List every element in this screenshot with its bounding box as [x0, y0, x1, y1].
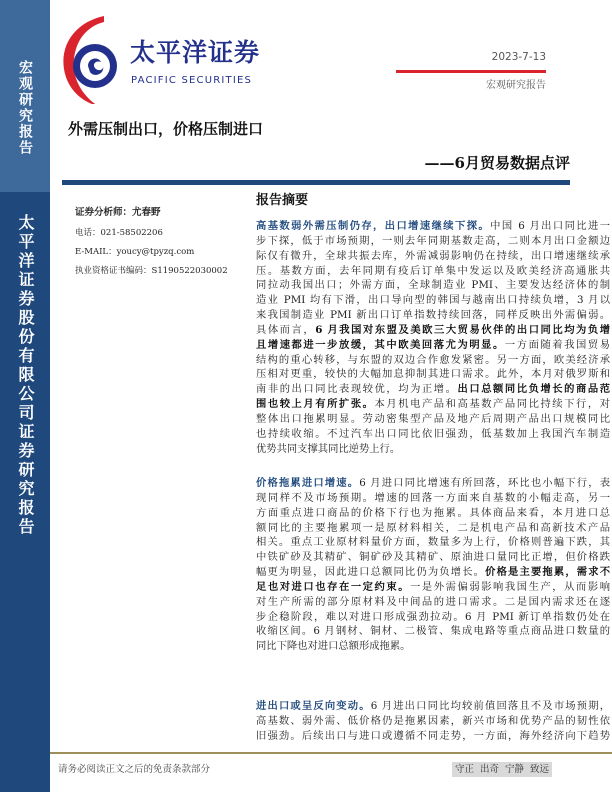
paragraph-heading: 进出口或呈反向变动。 [256, 700, 371, 712]
bold-text: 围也较上月有所扩张。 [256, 398, 375, 411]
text-line [256, 338, 610, 353]
text-line [256, 521, 610, 536]
text-line [256, 729, 610, 744]
abstract-paragraph [256, 219, 610, 457]
text-line [256, 278, 610, 293]
body-text: 高基数、弱外需、低价格仍是拖累因素，新兴市场和优势产品的韧性依 [256, 714, 610, 727]
body-text: 方面重点进口商品的价格下行也为拖累。具体商品来看，本月进口总 [256, 506, 610, 519]
body-text: 步企稳阶段，难以对进口形成强劲拉动。6 月 PMI 新订单指数仍处在 [256, 610, 610, 623]
text-line [256, 595, 610, 610]
header-divider [396, 70, 546, 73]
body-text: 一方面随着我国贸易 [504, 338, 611, 351]
text-line [256, 353, 610, 368]
text-line [256, 308, 610, 323]
text-line [256, 580, 610, 595]
body-text: 中铁矿砂及其精矿、铜矿砂及其精矿、原油进口量同比正增，但价格跌 [256, 551, 610, 564]
company-logo-icon [58, 14, 128, 104]
body-text: 南非的出口同比表现较优，均为正增。 [256, 383, 458, 396]
abstract-paragraph [256, 476, 610, 654]
body-text: 也持续收缩。不过汽车出口同比依旧强劲，低基数加上我国汽车制造 [256, 427, 610, 440]
text-line [256, 367, 610, 382]
company-name-cn: 太平洋证券 [130, 38, 261, 67]
bold-text: 出口总额同比负增长的商品范 [457, 383, 611, 396]
body-text: 幅更为明显，因此进口总额同比仍为负增长。 [256, 566, 486, 579]
text-line [256, 610, 610, 625]
footer-disclaimer: 请务必阅读正文之后的免责条款部分 [58, 764, 211, 775]
text-line [256, 442, 610, 457]
body-text: 同拉动我国出口；外需方面，全球制造业 PMI、主要发达经济体的制 [256, 279, 610, 292]
body-text: 结构的重心转移，与东盟的双边合作愈发紧密。另一方面，欧美经济承 [256, 353, 610, 366]
text-line [256, 491, 610, 506]
text-line [256, 249, 610, 264]
bold-text: 6 月我国对东盟及美欧三大贸易伙伴的出口同比均为负增 [315, 323, 611, 336]
body-text: 相关。重点工业原材料量价方面，数量多为上行，价格则普遍下跌，其 [256, 536, 610, 549]
analyst-name: 证券分析师：尤春野 [75, 207, 161, 218]
text-line [256, 427, 610, 442]
body-text: 整体出口拖累明显。劳动密集型产品及地产后周期产品出口规模同比 [256, 412, 610, 425]
text-line [256, 293, 610, 308]
text-line [256, 550, 610, 565]
body-text: 同比下降也对进口总额形成拖累。 [256, 640, 411, 653]
text-line [256, 234, 610, 249]
footer-divider [50, 752, 612, 754]
page-title: 外需压制出口，价格压制进口 [68, 120, 264, 138]
body-text: 具体而言， [256, 323, 316, 336]
paragraph-heading: 高基数弱外需压制仍存，出口增速继续下探。 [256, 220, 491, 232]
sidebar-company: 太平洋证券股份有限公司证券研究报告 [16, 214, 35, 537]
title-divider [62, 180, 570, 185]
footer-motto: 守正 出奇 宁静 致远 [452, 762, 552, 777]
body-text: 造业 PMI 均有下滑，出口导向型的韩国与越南出口持续负增，3 月以 [256, 294, 610, 307]
sidebar-report-type: 宏观研究报告 [17, 60, 33, 156]
body-text: 来我国制造业 PMI 新出口订单指数持续回落，同样反映出外需偏弱。 [256, 309, 610, 322]
text-line [256, 219, 610, 234]
body-text: 优势共同支撑其同比逆势上行。 [256, 442, 401, 455]
body-text: 际仅有微升，全球共振去库，外需减弱影响仍在持续，出口增速继续承 [256, 249, 610, 262]
body-text: 一是外需偏弱影响我国生产，从而影响 [410, 580, 611, 593]
text-line [256, 506, 610, 521]
text-line [256, 476, 610, 491]
bold-text: 价格是主要拖累，需求不 [485, 566, 611, 579]
text-line [256, 412, 610, 427]
body-text: 压相对更重，较快的大幅加息抑制其进口需求。此外，本月对俄罗斯和 [256, 368, 610, 381]
text-line [256, 535, 610, 550]
body-text: 现同样不及市场预期。增速的回落一方面来自基数的小幅走高，另一 [256, 491, 610, 504]
company-name-en: PACIFIC SECURITIES [131, 75, 253, 86]
abstract-paragraph [256, 699, 610, 744]
body-text: 步下探，低于市场预期，一则去年同期基数走高，二则本月出口金额边 [256, 234, 610, 247]
text-line [256, 565, 610, 580]
text-line [256, 714, 610, 729]
body-text: 收缩区间。6 月钢材、铜材、二极管、集成电路等重点商品进口数量的 [256, 625, 610, 638]
body-text: 额同比的主要拖累项一是原材料相关，二是机电产品和高新技术产品 [256, 521, 610, 534]
analyst-phone: 电话：021-58502206 [75, 228, 163, 238]
body-text: 对生产所需的部分原材料及中间品的进口需求。二是国内需求还在逐 [256, 595, 610, 608]
abstract-heading: 报告摘要 [256, 193, 309, 208]
body-text: 中国 6 月出口同比进一 [490, 220, 610, 232]
body-text: 6 月进口同比增速有所回落，环比也小幅下行，表 [359, 477, 611, 489]
analyst-email[interactable]: E-MAIL：youcy@tpyzq.com [75, 247, 195, 257]
body-text: 压。基数方面，去年同期有疫后订单集中发运以及欧美经济高通胀共 [256, 264, 610, 277]
body-text: 本月机电产品和高基数产品同比持续下行，对 [374, 398, 611, 411]
bold-text: 足也对进口也存在一定约束。 [256, 580, 411, 593]
analyst-license: 执业资格证书编码：S1190522030002 [75, 266, 228, 276]
report-date: 2023-7-13 [491, 51, 546, 63]
paragraph-heading: 价格拖累进口增速。 [256, 477, 360, 489]
text-line [256, 639, 610, 654]
report-type: 宏观研究报告 [486, 80, 546, 91]
text-line [256, 323, 610, 338]
text-line [256, 264, 610, 279]
text-line [256, 699, 610, 714]
body-text: 6 月进出口同比均较前值回落且不及市场预期， [370, 700, 611, 712]
bold-text: 且增速都进一步放缓，其中欧美回落尤为明显。 [256, 338, 505, 351]
body-text: 旧强劲。后续出口与进口或遵循不同走势，一方面，海外经济向下趋势 [256, 729, 610, 742]
text-line [256, 382, 610, 397]
page-subtitle: ——6月贸易数据点评 [424, 154, 570, 172]
text-line [256, 397, 610, 412]
text-line [256, 624, 610, 639]
